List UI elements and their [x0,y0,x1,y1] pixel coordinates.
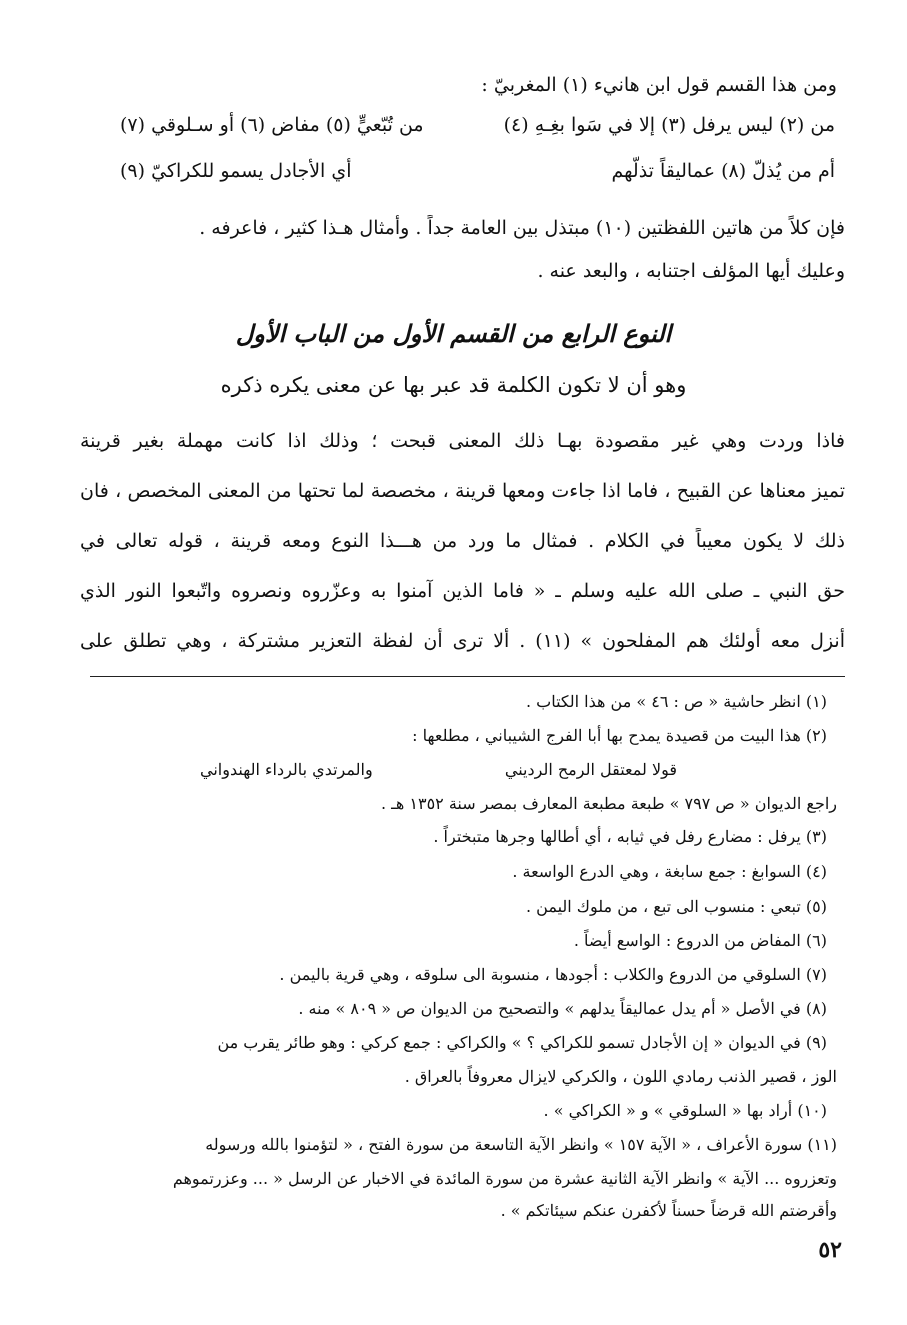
verse1-first-hemistich: من (٢) ليس يرفل (٣) إلا في سَوا بغِـهِ (٤) [503,114,835,136]
footnote-3: (٣) يرفل : مضارع رفل في ثيابه ، أي أطالها وجرها متبختراً . [433,827,827,846]
footnote-5: (٥) تبعي : منسوب الى تبع ، من ملوك اليمن . [525,897,827,916]
para2-line-5: أنزل معه أولئك هم المفلحون » (١١) . ألا ترى أن لفظة التعزير مشتركة ، وهي تطلق على [80,630,845,652]
footnote-2: (٢) هذا البيت من قصيدة يمدح بها أبا الفرج الشيباني ، مطلعها : [412,726,827,745]
footnote-6: (٦) المفاض من الدروع : الواسع أيضاً . [573,931,827,950]
footnote-11-line-1: (١١) سورة الأعراف ، « الآية ١٥٧ » وانظر الآية التاسعة من سورة الفتح ، « لتؤمنوا بالله ورسوله [205,1135,837,1154]
para2-line-4: حق النبي ـ صلى الله عليه وسلم ـ « فاما الذين آمنوا به وعزّروه ونصروه واتّبعوا النور الذي [80,580,845,602]
footnote-9-line-2: الوز ، قصير الذنب رمادي اللون ، والكركي لايزال معروفاً بالعراق . [404,1067,837,1086]
intro-line: ومن هذا القسم قول ابن هانيء (١) المغربيّ : [481,74,837,96]
footnote-1: (١) انظر حاشية « ص : ٤٦ » من هذا الكتاب . [525,692,827,711]
para2-line-3: ذلك لا يكون معيباً في الكلام . فمثال ما ورد من هـــذا النوع ومعه قرينة ، قوله تعالى في [80,530,845,552]
footnote-2-verse-first: قولا لمعتقل الرمح الرديني [504,760,677,779]
footnote-11-line-3: وأقرضتم الله قرضاً حسناً لأكفرن عنكم سيئاتكم » . [500,1201,837,1220]
footnote-7: (٧) السلوقي من الدروع والكلاب : أجودها ، منسوبة الى سلوقه ، وهي قرية باليمن . [279,965,827,984]
footnote-11-line-2: وتعزروه ... الآية » وانظر الآية الثانية عشرة من سورة المائدة في الاخبار عن الرسل « ... وعزرتموهم [172,1169,837,1188]
para2-line-1: فاذا وردت وهي غير مقصودة بهـا ذلك المعنى قبحت ؛ وذلك اذا كانت مهملة بغير قرينة [80,430,845,452]
footnote-divider [90,676,845,677]
verse2-second-hemistich: أي الأجادل يسمو للكراكيّ (٩) [120,160,352,182]
verse2-first-hemistich: أم من يُذلّ (٨) عماليقاً تذلّهم [611,160,835,182]
section-subheading: وهو أن لا تكون الكلمة قد عبر بها عن معنى يكره ذكره [220,373,687,397]
footnote-4: (٤) السوابغ : جمع سابغة ، وهي الدرع الواسعة . [512,862,827,881]
footnote-2-reference: راجع الديوان « ص ٧٩٧ » طبعة مطبعة المعارف بمصر سنة ١٣٥٢ هـ . [381,794,837,813]
section-heading: النوع الرابع من القسم الأول من الباب الأول [235,319,672,348]
footnote-8: (٨) في الأصل « أم يدل عماليقاً يدلهم » والتصحيح من الديوان ص « ٨٠٩ » منه . [298,999,827,1018]
para1-line-1: فإن كلاً من هاتين اللفظتين (١٠) مبتذل بين العامة جداً . وأمثال هـذا كثير ، فاعرفه . [199,217,845,239]
page-number: ٥٢ [818,1237,842,1263]
para2-line-2: تميز معناها عن القبيح ، فاما اذا جاءت ومعها قرينة ، مخصصة لما تحتها من المعنى المخصص ، فان [80,480,845,502]
verse1-second-hemistich: من تُبّعيٍّ (٥) مفاض (٦) أو سـلوقي (٧) [120,114,424,136]
footnote-2-verse-second: والمرتدي بالرداء الهندواني [200,760,373,779]
footnote-10: (١٠) أراد بها « السلوقي » و « الكراكي » . [543,1101,827,1120]
footnote-9-line-1: (٩) في الديوان « إن الأجادل تسمو للكراكي ؟ » والكراكي : جمع كركي : وهو طائر يقرب من [217,1033,827,1052]
para1-line-2: وعليك أيها المؤلف اجتنابه ، والبعد عنه . [537,260,845,282]
